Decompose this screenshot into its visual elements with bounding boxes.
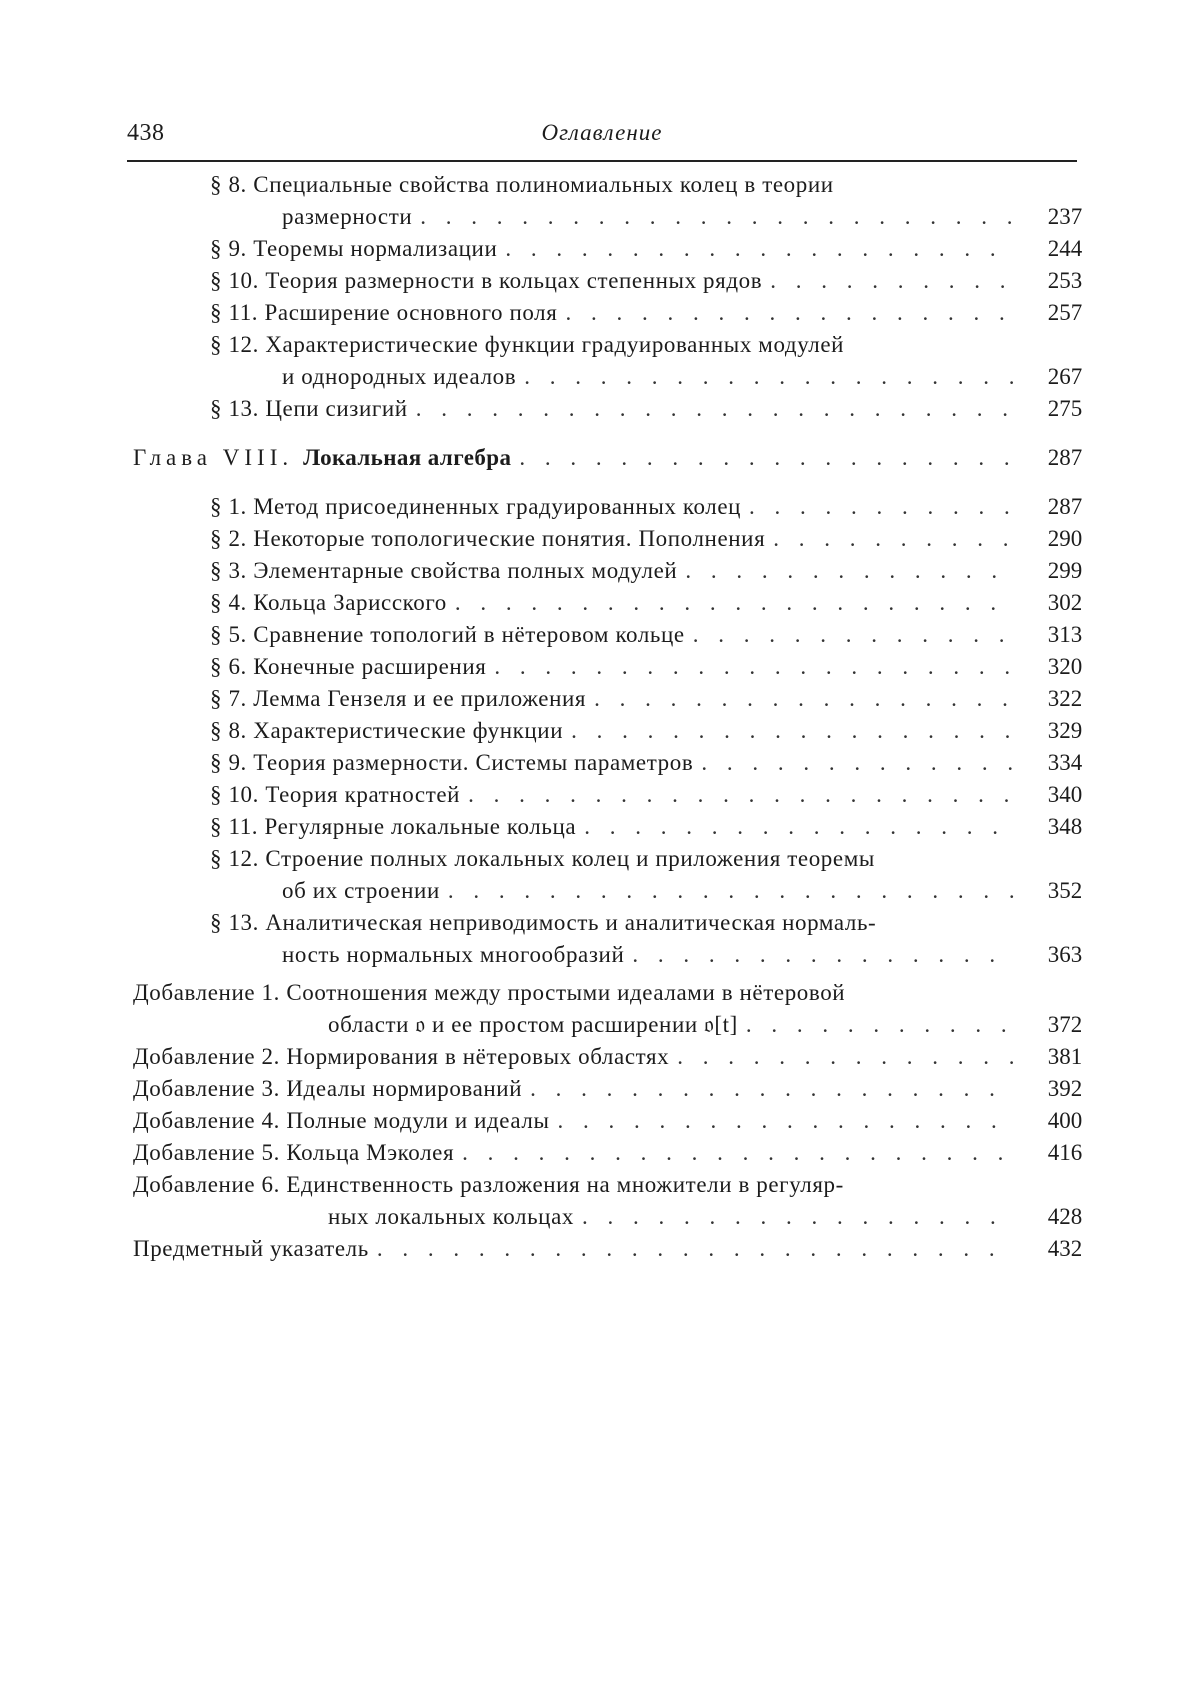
dot-leader — [632, 942, 1014, 968]
dot-leader — [693, 622, 1014, 648]
toc-entry — [210, 396, 1022, 428]
toc-entry-label: § 8. Специальные свойства полиномиальных колец в теории — [210, 172, 834, 197]
toc-entry-label: § 8. Характеристические функции — [210, 718, 564, 743]
toc-entry-label: Добавление 4. Полные модули и идеалы — [133, 1108, 550, 1133]
toc-entry — [210, 236, 1022, 268]
toc-entry — [210, 622, 1022, 654]
dot-leader — [455, 590, 1014, 616]
toc-entry — [210, 494, 1022, 526]
toc-entry-page: 299 — [1047, 558, 1083, 583]
toc-entry-page: 237 — [1047, 204, 1083, 229]
appendix-entry — [133, 1108, 1022, 1140]
toc-entry-label: размерности — [282, 204, 413, 229]
toc-entry-label: Добавление 2. Нормирования в нётеровых областях — [133, 1044, 670, 1069]
dot-leader — [701, 750, 1014, 776]
dot-leader — [462, 1140, 1014, 1166]
toc-entry-page: 253 — [1047, 268, 1083, 293]
dot-leader — [749, 494, 1014, 520]
toc-entry-page: 432 — [1047, 1236, 1083, 1261]
toc-entry-page: 275 — [1047, 396, 1083, 421]
toc-entry — [210, 814, 1022, 846]
toc-entry-label: § 13. Аналитическая неприводимость и аналитическая нормаль- — [210, 910, 877, 935]
toc-entry-page: 372 — [1047, 1012, 1083, 1037]
toc-entry-page: 287 — [1047, 445, 1083, 470]
dot-leader — [468, 782, 1014, 808]
index-entry — [133, 1236, 1022, 1268]
toc-entry-label: § 12. Строение полных локальных колец и приложения теоремы — [210, 846, 875, 871]
dot-leader — [530, 1076, 1014, 1102]
dot-leader — [746, 1012, 1014, 1038]
toc-entry-page: 290 — [1047, 526, 1083, 551]
appendix-entry — [133, 1076, 1022, 1108]
dot-leader — [505, 236, 1014, 262]
toc-entry-label: § 5. Сравнение топологий в нётеровом кольце — [210, 622, 685, 647]
dot-leader — [571, 718, 1014, 744]
toc-entry-label: области 𝔬 и ее простом расширении 𝔬[t] — [328, 1012, 738, 1037]
toc-entry-label: Добавление 6. Единственность разложения на множители в регуляр- — [133, 1172, 844, 1197]
toc-entry-page: 334 — [1047, 750, 1083, 775]
toc-entry — [210, 590, 1022, 622]
toc-entry-label: об их строении — [282, 878, 440, 903]
toc-entry-page: 267 — [1047, 364, 1083, 389]
toc-entry-page: 257 — [1047, 300, 1083, 325]
toc-entry-label: § 12. Характеристические функции градуированных модулей — [210, 332, 845, 357]
dot-leader — [377, 1236, 1014, 1262]
toc-entry-label: Добавление 5. Кольца Мэколея — [133, 1140, 455, 1165]
toc-entry-label: § 10. Теория кратностей — [210, 782, 461, 807]
toc-entry-page: 340 — [1047, 782, 1083, 807]
toc-entry — [210, 782, 1022, 814]
toc-entry — [282, 942, 1022, 974]
toc-entry — [210, 750, 1022, 782]
appendix-entry — [133, 1044, 1022, 1076]
dot-leader — [558, 1108, 1014, 1134]
toc-entry-label: § 2. Некоторые топологические понятия. Пополнения — [210, 526, 766, 551]
toc-entry-label: § 11. Регулярные локальные кольца — [210, 814, 577, 839]
toc-entry — [210, 300, 1022, 332]
chapter-heading — [133, 445, 1022, 477]
toc-entry-label: ных локальных кольцах — [328, 1204, 574, 1229]
dot-leader — [494, 654, 1014, 680]
toc-entry-page: 313 — [1047, 622, 1083, 647]
appendix-entry — [133, 980, 1022, 1012]
dot-leader — [448, 878, 1014, 904]
dot-leader — [584, 814, 1014, 840]
toc-entry-page: 348 — [1047, 814, 1083, 839]
dot-leader — [565, 300, 1014, 326]
dot-leader — [582, 1204, 1014, 1230]
toc-entry-label: § 11. Расширение основного поля — [210, 300, 558, 325]
toc-entry-label: и однородных идеалов — [282, 364, 517, 389]
toc-entry — [210, 558, 1022, 590]
appendix-entry — [328, 1204, 1022, 1236]
toc-entry-page: 329 — [1047, 718, 1083, 743]
toc-entry-page: 302 — [1047, 590, 1083, 615]
toc-entry-label: § 6. Конечные расширения — [210, 654, 487, 679]
toc-entry-label: Предметный указатель — [133, 1236, 369, 1261]
toc-entry-label: § 7. Лемма Гензеля и ее приложения — [210, 686, 587, 711]
toc-entry-label: § 13. Цепи сизигий — [210, 396, 408, 421]
toc-entry — [282, 364, 1022, 396]
toc-entry — [210, 268, 1022, 300]
toc-entry — [210, 172, 1010, 204]
dot-leader — [416, 396, 1014, 422]
chapter-title: Локальная алгебра — [303, 445, 512, 470]
dot-leader — [594, 686, 1014, 712]
dot-leader — [685, 558, 1014, 584]
toc-entry — [210, 910, 1022, 942]
toc-entry-label: § 9. Теоремы нормализации — [210, 236, 498, 261]
toc-entry-label: § 9. Теория размерности. Системы параметров — [210, 750, 694, 775]
dot-leader — [519, 445, 1014, 471]
toc-entry-page: 381 — [1047, 1044, 1083, 1069]
dot-leader — [770, 268, 1014, 294]
toc-entry-label: § 3. Элементарные свойства полных модулей — [210, 558, 678, 583]
toc-entry-page: 244 — [1047, 236, 1083, 261]
toc-entry — [210, 846, 1022, 878]
toc-entry-label: ность нормальных многообразий — [282, 942, 625, 967]
toc-entry-page: 320 — [1047, 654, 1083, 679]
running-title: Оглавление — [541, 120, 663, 145]
dot-leader — [420, 204, 1014, 230]
toc-entry-label: § 4. Кольца Зарисского — [210, 590, 447, 615]
toc-entry-page: 392 — [1047, 1076, 1083, 1101]
toc-entry — [210, 332, 1022, 364]
toc-entry-page: 363 — [1047, 942, 1083, 967]
toc-entry-page: 428 — [1047, 1204, 1083, 1229]
appendix-entry — [328, 1012, 1022, 1044]
toc-entry-label: § 1. Метод присоединенных градуированных колец — [210, 494, 742, 519]
toc-entry-page: 352 — [1047, 878, 1083, 903]
dot-leader — [524, 364, 1014, 390]
dot-leader — [773, 526, 1014, 552]
dot-leader — [677, 1044, 1014, 1070]
toc-entry-label: Добавление 1. Соотношения между простыми идеалами в нётеровой — [133, 980, 846, 1005]
toc-entry-page: 416 — [1047, 1140, 1083, 1165]
toc-entry — [210, 654, 1022, 686]
toc-entry — [282, 204, 1022, 236]
toc-entry-page: 287 — [1047, 494, 1083, 519]
appendix-entry — [133, 1140, 1022, 1172]
toc-entry — [210, 718, 1022, 750]
toc-entry-label: Добавление 3. Идеалы нормирований — [133, 1076, 523, 1101]
page-number: 438 — [127, 120, 165, 146]
toc-entry — [210, 686, 1022, 718]
chapter-label: Глава VIII. — [133, 445, 294, 470]
toc-entry-label: § 10. Теория размерности в кольцах степенных рядов — [210, 268, 763, 293]
toc-entry — [282, 878, 1022, 910]
appendix-entry — [133, 1172, 1022, 1204]
toc-entry-page: 400 — [1047, 1108, 1083, 1133]
toc-entry — [210, 526, 1022, 558]
toc-entry-page: 322 — [1047, 686, 1083, 711]
